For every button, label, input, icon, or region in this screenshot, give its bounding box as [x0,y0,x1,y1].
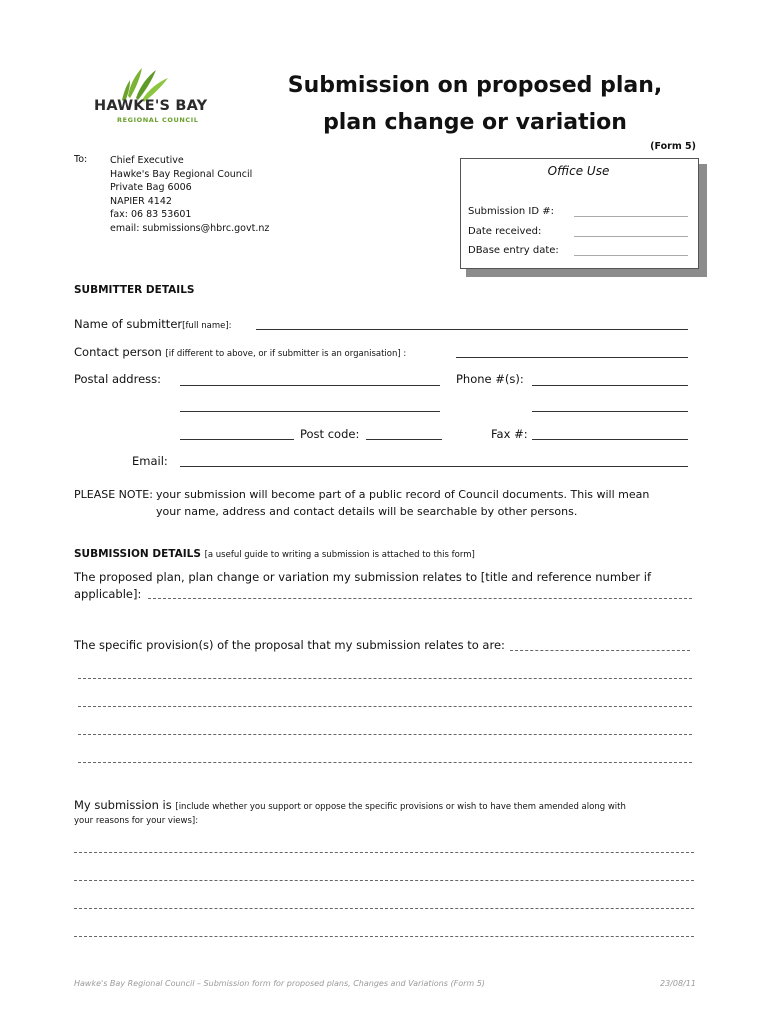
relates-label-line1: The proposed plan, plan change or variation my submission relates to [title and reference number if [74,570,652,584]
my-submission-field-2[interactable] [74,880,694,881]
office-date-received-label: Date received: [468,226,542,237]
provisions-field-5[interactable] [78,762,692,763]
please-note-line1: your submission will become part of a public record of Council documents. This will mean [156,488,650,501]
form-number: (Form 5) [650,141,696,152]
provisions-label: The specific provision(s) of the proposal that my submission relates to are: [74,638,505,652]
email-field[interactable] [180,466,688,467]
fax-field[interactable] [532,439,688,440]
postal-address-field-3[interactable] [180,439,294,440]
my-submission-label: My submission is [74,798,172,812]
post-code-label: Post code: [300,427,360,441]
logo-subtitle: REGIONAL COUNCIL [117,116,199,124]
relates-label-line2: applicable]: [74,587,142,601]
office-dbase-entry-label: DBase entry date: [468,245,559,256]
provisions-field-4[interactable] [78,734,692,735]
postal-address-field-2[interactable] [180,411,440,412]
form-title-line2: plan change or variation [323,110,627,135]
provisions-field-3[interactable] [78,706,692,707]
my-submission-label-row [74,798,626,812]
phone-field-1[interactable] [532,385,688,386]
office-submission-id-label: Submission ID #: [468,206,554,217]
fax-label: Fax #: [491,427,528,441]
contact-label-row [74,345,406,359]
to-label: To: [74,154,88,165]
recipient-address [110,154,269,235]
contact-hint: [if different to above, or if submitter is an organisation] : [165,349,407,359]
my-submission-hint-1: [include whether you support or oppose the specific provisions or wish to have them amended along with [175,802,626,812]
name-field[interactable] [256,329,688,330]
office-submission-id-field[interactable] [574,216,688,217]
submitter-details-heading: SUBMITTER DETAILS [74,284,195,296]
postal-address-label: Postal address: [74,372,162,386]
office-use-title: Office Use [547,164,610,178]
my-submission-field-4[interactable] [74,936,694,937]
submission-details-heading: SUBMISSION DETAILS [74,548,201,560]
footer-text: Hawke's Bay Regional Council – Submission form for proposed plans, Changes and Variations (Form 5) [74,979,485,988]
address-line: email: submissions@hbrc.govt.nz [110,222,270,234]
address-line: Hawke's Bay Regional Council [110,168,253,180]
my-submission-hint-2: your reasons for your views]: [74,816,199,826]
form-title-line1: Submission on proposed plan, [287,73,663,98]
name-hint: [full name]: [182,321,232,331]
submission-details-hint: [a useful guide to writing a submission is attached to this form] [204,550,475,560]
phone-field-2[interactable] [532,411,688,412]
footer-date: 23/08/11 [660,979,696,988]
post-code-field[interactable] [366,439,442,440]
provisions-field-1[interactable] [510,650,690,651]
relates-field[interactable] [148,598,692,599]
address-line: fax: 06 83 53601 [110,209,192,220]
logo-name: HAWKE'S BAY [94,98,208,114]
office-date-received-field[interactable] [574,236,688,237]
contact-label: Contact person [74,345,162,359]
address-line: NAPIER 4142 [110,195,172,207]
office-dbase-entry-field[interactable] [574,255,688,256]
please-note-line2: your name, address and contact details will be searchable by other persons. [156,505,578,518]
address-line: Private Bag 6006 [110,182,192,193]
name-label-row [74,317,232,331]
address-line: Chief Executive [110,155,184,166]
my-submission-field-3[interactable] [74,908,694,909]
please-note-lead: PLEASE NOTE: [74,488,153,501]
contact-field[interactable] [456,357,688,358]
provisions-field-2[interactable] [78,678,692,679]
phone-label: Phone #(s): [456,372,524,386]
email-label: Email: [132,454,168,468]
name-label: Name of submitter [74,317,183,331]
submission-details-heading-row [74,548,475,560]
my-submission-field-1[interactable] [74,852,694,853]
postal-address-field-1[interactable] [180,385,440,386]
